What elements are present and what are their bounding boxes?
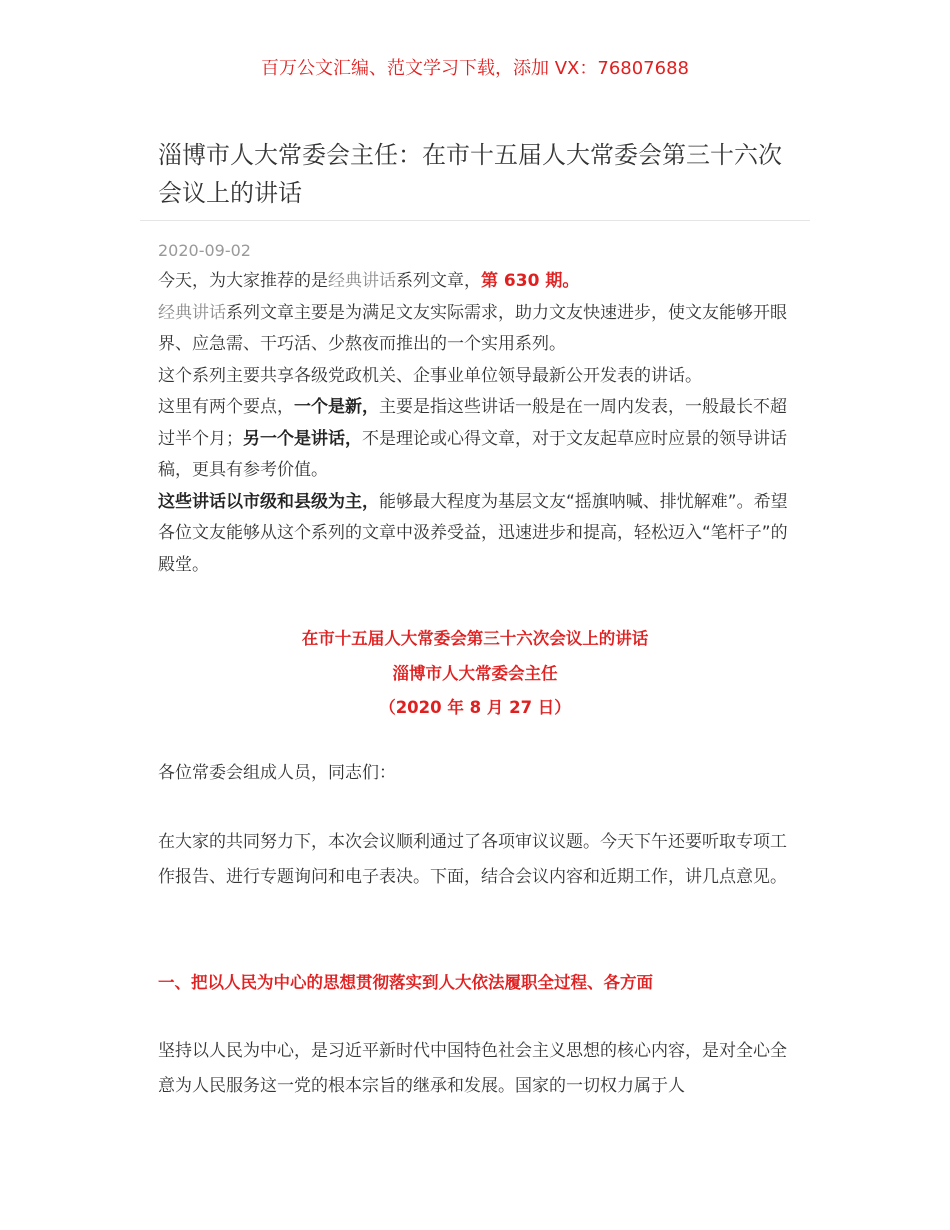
body-paragraph-2: 坚持以人民为中心，是习近平新时代中国特色社会主义思想的核心内容，是对全心全意为人民服务这一党的根本宗旨的继承和发展。国家的一切权力属于人 xyxy=(158,1041,787,1096)
speech-header xyxy=(0,622,950,726)
intro-paragraph-1 xyxy=(158,266,798,298)
intro-text: 今天，为大家推荐的是 xyxy=(158,271,328,291)
intro-block xyxy=(158,266,798,581)
body-paragraph-1: 在大家的共同努力下，本次会议顺利通过了各项审议议题。今天下午还要听取专项工作报告、进行专题询问和电子表决。下面，结合会议内容和近期工作，讲几点意见。 xyxy=(158,832,787,887)
title-divider xyxy=(140,220,810,221)
salutation: 各位常委会组成人员，同志们： xyxy=(158,763,396,783)
speech-speaker: 淄博市人大常委会主任 xyxy=(392,663,558,683)
series-name: 经典讲话 xyxy=(328,271,396,291)
intro-paragraph-5 xyxy=(158,487,798,582)
intro-paragraph-2 xyxy=(158,298,798,361)
key-point-speech: 另一个是讲话， xyxy=(243,428,362,449)
speech-date: （2020 年 8 月 27 日） xyxy=(379,698,571,717)
intro-text: 能够最大程度为基层文友“摇旗呐喊、排忧解难”。希望各位文友能够从这个系列的文章中汲养受益，迅速进步和提高，轻松迈入“笔杆子”的殿堂。 xyxy=(158,491,788,575)
intro-paragraph-4 xyxy=(158,392,798,487)
intro-text: 主要是指这些讲话一般是在一周内发表，一般最长不超过半个月； xyxy=(158,397,787,449)
intro-text: 这里有两个要点， xyxy=(158,397,294,417)
intro-text: 不是理论或心得文章，对于文友起草应时应景的领导讲话稿，更具有参考价值。 xyxy=(158,428,787,480)
article-date: 2020-09-02 xyxy=(158,241,251,260)
series-name: 经典讲话 xyxy=(158,302,226,323)
article-title: 淄博市人大常委会主任：在市十五届人大常委会第三十六次会议上的讲话 xyxy=(158,141,782,207)
intro-paragraph-3: 这个系列主要共享各级党政机关、企事业单位领导最新公开发表的讲话。 xyxy=(158,365,702,386)
intro-text: 系列文章， xyxy=(396,271,481,291)
key-point-new: 一个是新， xyxy=(294,397,379,417)
issue-number: 第 630 期。 xyxy=(481,271,580,291)
watermark-banner: 百万公文汇编、范文学习下载，添加 VX：76807688 xyxy=(261,58,689,79)
speech-heading: 在市十五届人大常委会第三十六次会议上的讲话 xyxy=(301,629,649,648)
key-point-level: 这些讲话以市级和县级为主， xyxy=(158,491,379,512)
intro-text: 系列文章主要是为满足文友实际需求，助力文友快速进步，使文友能够开眼界、应急需、干巧活、少熬夜而推出的一个实用系列。 xyxy=(158,302,787,354)
section-1-title: 一、把以人民为中心的思想贯彻落实到人大依法履职全过程、各方面 xyxy=(158,973,653,992)
